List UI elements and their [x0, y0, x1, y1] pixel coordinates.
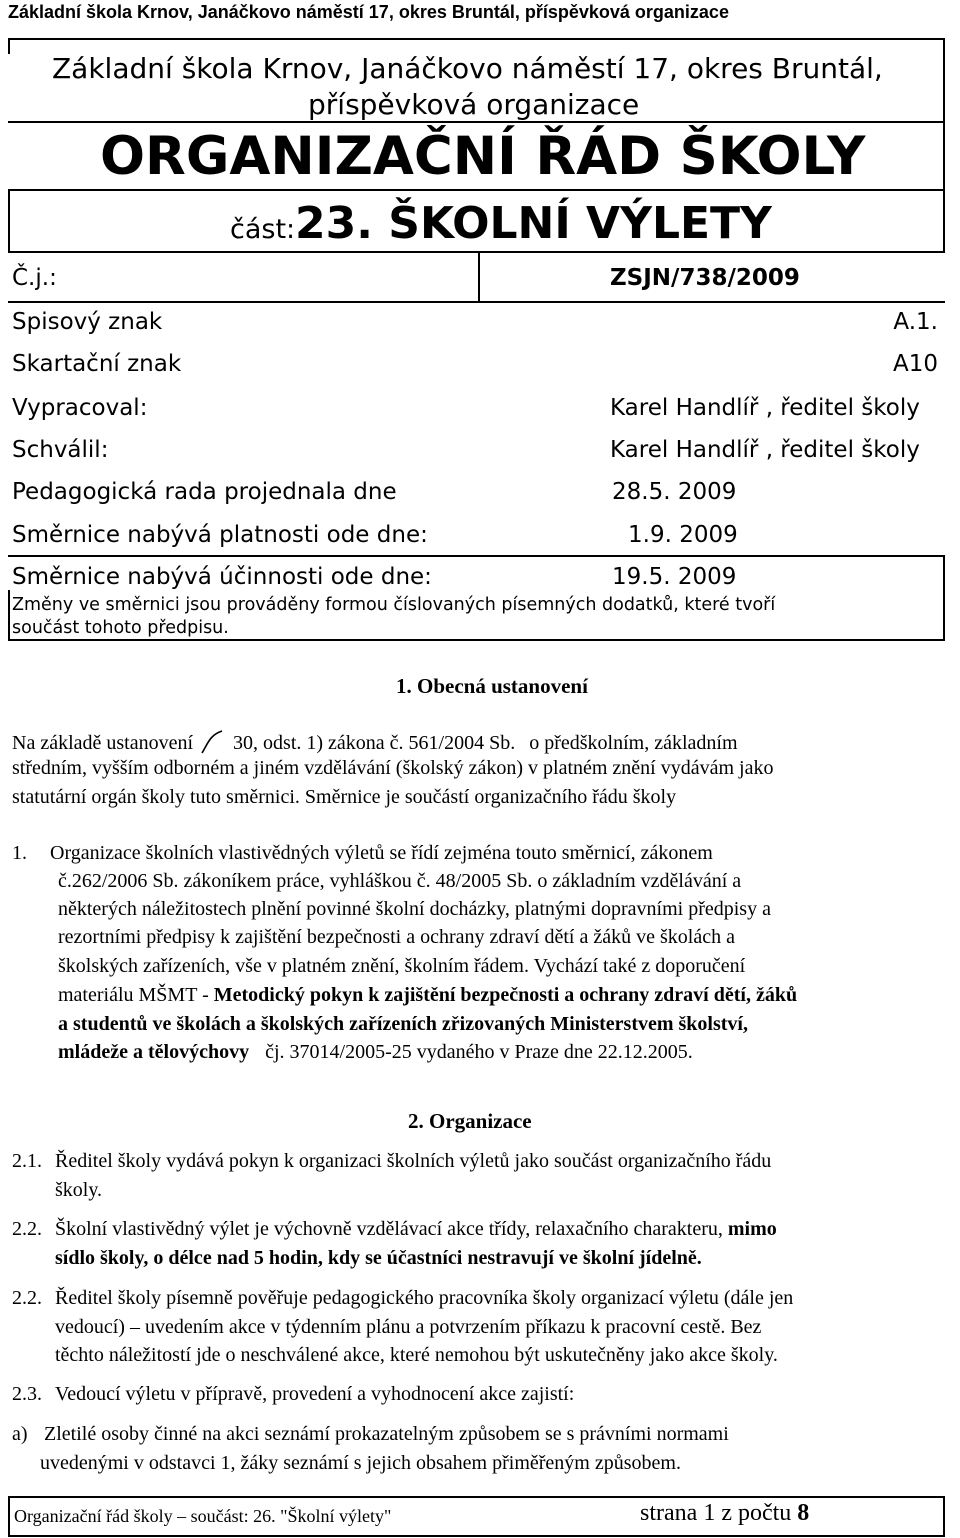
pa-label: a)	[12, 1423, 28, 1445]
part-title: 23. ŠKOLNÍ VÝLETY	[295, 198, 772, 249]
item1-l5a: školských zařízeních, vše v platném znění, školním řádem.	[58, 955, 529, 977]
spisovy-znak-value: A.1.	[893, 309, 938, 335]
zmeny-line1: Změny ve směrnici jsou prováděny formou číslovaných písemných dodatků, které tvoří	[12, 595, 776, 615]
paragraph-sign-icon	[198, 729, 228, 753]
item1-l2b: o základním vzdělávání a	[537, 870, 742, 892]
platnost-label: Směrnice nabývá platnosti ode dne:	[12, 522, 428, 548]
intro-l3a: statutární orgán školy tuto směrnici.	[12, 786, 300, 808]
item1-line2	[58, 870, 741, 893]
running-header: Základní škola Krnov, Janáčkovo náměstí 17, okres Bruntál, příspěvková organizace	[8, 2, 729, 22]
ucinnost-label: Směrnice nabývá účinnosti ode dne:	[12, 564, 432, 590]
skartacni-znak-value: A10	[892, 351, 938, 377]
p22-line1	[55, 1218, 777, 1241]
vypracoval-value: Karel Handlíř , ředitel školy	[610, 395, 920, 421]
item1-line1: Organizace školních vlastivědných výletů se řídí zejména touto směrnicí, zákonem	[50, 842, 713, 864]
p22b-line2: vedoucí) – uvedením akce v týdenním plánu a potvrzením příkazu k pracovní cestě. Bez	[55, 1316, 762, 1338]
spisovy-znak-label: Spisový znak	[12, 309, 163, 335]
intro-line2: středním, vyšším odborném a jiném vzdělávání (školský zákon) v platném znění vydávám jako	[12, 757, 774, 779]
item1-l6b: Metodický pokyn k zajištění bezpečnosti a ochrany zdraví dětí, žáků	[213, 984, 798, 1006]
item1-line6	[58, 984, 797, 1007]
item1-l8a: mládeže a tělovýchovy	[58, 1041, 250, 1063]
school-name-line2: příspěvková organizace	[308, 88, 640, 121]
footer-page-c: z počtu	[721, 1500, 792, 1526]
p23-line1: Vedoucí výletu v přípravě, provedení a vyhodnocení akce zajistí:	[55, 1383, 575, 1405]
pa-line2: uvedenými v odstavci 1, žáky seznámí s jejich obsahem přiměřeným způsobem.	[40, 1452, 681, 1474]
school-name-line1: Základní škola Krnov, Janáčkovo náměstí 17, okres Bruntál,	[52, 52, 883, 85]
pa-line1: Zletilé osoby činné na akci seznámí prokazatelným způsobem se s právními normami	[44, 1423, 729, 1445]
p21-line1: Ředitel školy vydává pokyn k organizaci školních výletů jako součást organizačního řádu	[55, 1150, 772, 1172]
skartacni-znak-label: Skartační znak	[12, 351, 182, 377]
pedagogicka-rada-value: 28.5. 2009	[612, 479, 737, 505]
intro-l1c: o předškolním, základním	[529, 732, 738, 754]
item1-l6a: materiálu MŠMT -	[58, 984, 214, 1006]
item1-l5b: Vychází také z doporučení	[533, 955, 746, 977]
p23-number: 2.3.	[12, 1383, 42, 1405]
item1-line3: některých náležitostech plnění povinné školní docházky, platnými dopravními předpisy a	[58, 898, 771, 920]
cj-value: ZSJN/738/2009	[610, 265, 800, 291]
p22-line2: sídlo školy, o délce nad 5 hodin, kdy se účastníci nestravují ve školní jídelně.	[55, 1247, 702, 1269]
intro-l3b: Směrnice je součástí organizačního řádu školy	[304, 786, 677, 808]
p22-l1a: Školní vlastivědný výlet je výchovně vzdělávací akce třídy, relaxačního charakteru,	[55, 1218, 723, 1240]
intro-line1	[12, 729, 738, 755]
document-title: ORGANIZAČNÍ ŘÁD ŠKOLY	[100, 126, 866, 187]
item1-l8b: čj. 37014/2005-25 vydaného v Praze dne 22.12.2005.	[265, 1041, 693, 1063]
zmeny-line2: součást tohoto předpisu.	[12, 618, 229, 638]
p22b-number: 2.2.	[12, 1287, 42, 1309]
intro-line3	[12, 786, 676, 809]
vypracoval-label: Vypracoval:	[12, 395, 148, 421]
p21-number: 2.1.	[12, 1150, 42, 1172]
item1-number: 1.	[12, 842, 27, 864]
cj-label: Č.j.:	[12, 265, 57, 291]
item1-line7: a studentů ve školách a školských zařízeních zřizovaných Ministerstvem školství,	[58, 1013, 748, 1035]
section1-heading: 1. Obecná ustanovení	[396, 674, 588, 698]
p22b-line1: Ředitel školy písemně pověřuje pedagogického pracovníka školy organizací výletu (dále jen	[55, 1287, 794, 1309]
p22-l1b: mimo	[727, 1218, 777, 1240]
footer-left: Organizační řád školy – součást: 26. "Školní výlety"	[14, 1506, 392, 1526]
item1-line8	[58, 1041, 693, 1064]
p22b-line3: těchto náležitostí jde o neschválené akce, které nemohou být uskutečněny jako akce školy.	[55, 1344, 778, 1366]
platnost-value: 1.9. 2009	[628, 522, 738, 548]
ucinnost-value: 19.5. 2009	[612, 564, 737, 590]
item1-line4: rezortními předpisy k zajištění bezpečnosti a ochrany zdraví dětí a žáků ve školách a	[58, 926, 735, 948]
footer-page-b: 1	[703, 1500, 716, 1526]
pedagogicka-rada-label: Pedagogická rada projednala dne	[12, 479, 397, 505]
intro-l1a: Na základě ustanovení	[12, 732, 194, 754]
item1-l2a: č.262/2006 Sb. zákoníkem práce, vyhláškou č. 48/2005 Sb.	[58, 870, 533, 892]
section2-heading: 2. Organizace	[408, 1109, 532, 1133]
p22-number: 2.2.	[12, 1218, 42, 1240]
part-label: část:	[230, 214, 296, 245]
schvalil-value: Karel Handlíř , ředitel školy	[610, 437, 920, 463]
p21-line2: školy.	[55, 1179, 103, 1201]
intro-l1b: 30, odst. 1) zákona č. 561/2004 Sb.	[233, 732, 516, 754]
footer-page-a: strana	[640, 1500, 698, 1526]
footer-page	[640, 1500, 809, 1527]
schvalil-label: Schválil:	[12, 437, 109, 463]
item1-line5	[58, 955, 745, 978]
footer-page-d: 8	[797, 1500, 810, 1526]
